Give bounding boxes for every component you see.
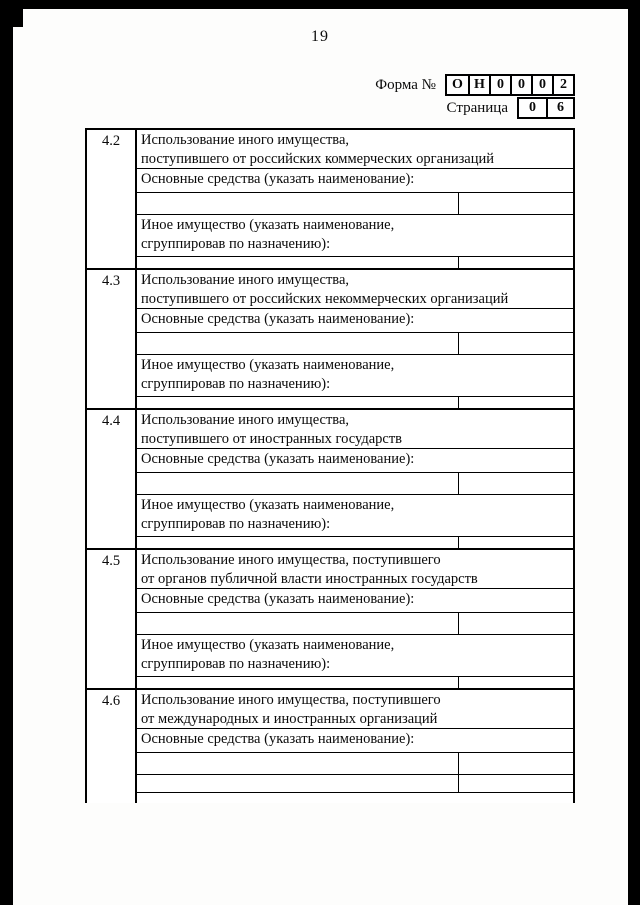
value-cell-left [137, 193, 459, 214]
page-code-cell: 6 [546, 99, 573, 117]
other-property-value-row [137, 537, 573, 548]
page-code-boxes [517, 97, 575, 119]
other-property-value-row [137, 677, 573, 688]
section-title-line: Использование иного имущества, поступившего [141, 692, 441, 708]
section-number: 4.3 [87, 270, 137, 408]
section-content [137, 410, 573, 548]
scan-edge-top [0, 0, 640, 9]
section-number: 4.6 [87, 690, 137, 803]
section-title-line: поступившего от иностранных государств [141, 431, 403, 447]
fixed-assets-label: Основные средства (указать наименование): [137, 449, 573, 473]
fixed-assets-value-row [137, 613, 573, 635]
value-cell-left [137, 257, 459, 268]
fixed-assets-label: Основные средства (указать наименование): [137, 589, 573, 613]
page-number: 19 [311, 28, 329, 45]
value-cell-left [137, 677, 459, 688]
section-title-line: от органов публичной власти иностранных государств [141, 571, 478, 587]
table-section-4-2 [87, 130, 573, 268]
other-property-label [137, 635, 573, 677]
value-cell-right [459, 613, 573, 634]
other-property-label [137, 355, 573, 397]
value-cell-right [459, 397, 573, 408]
section-title-line: поступившего от российских коммерческих организаций [141, 151, 495, 167]
value-cell-left [137, 613, 459, 634]
value-cell-right [459, 257, 573, 268]
form-number-row [375, 74, 575, 96]
form-code-cell: О [452, 77, 463, 92]
section-content [137, 690, 573, 803]
table-section-4-3 [87, 268, 573, 408]
value-cell-right [459, 473, 573, 494]
fixed-assets-value-row [137, 473, 573, 495]
fixed-assets-value-row [137, 333, 573, 355]
form-code-boxes [445, 74, 575, 96]
value-cell-right [459, 753, 573, 774]
scan-edge-right [628, 0, 640, 905]
fixed-assets-value-row [137, 193, 573, 215]
fixed-assets-label: Основные средства (указать наименование): [137, 169, 573, 193]
value-cell-left [137, 333, 459, 354]
report-table [85, 128, 575, 803]
form-code-cell: 0 [531, 76, 552, 94]
section-number: 4.2 [87, 130, 137, 268]
form-code-cell: 0 [489, 76, 510, 94]
value-cell-left [137, 775, 459, 792]
other-property-value-row [137, 257, 573, 268]
page-code-cell: 0 [529, 100, 536, 115]
section-number: 4.4 [87, 410, 137, 548]
value-cell-right [459, 193, 573, 214]
form-number-label: Форма № [375, 76, 436, 93]
fixed-assets-label: Основные средства (указать наименование): [137, 729, 573, 753]
section-title [137, 550, 573, 589]
value-cell-right [459, 677, 573, 688]
table-section-4-5 [87, 548, 573, 688]
section-title [137, 130, 573, 169]
section-title-line: Использование иного имущества, [141, 272, 350, 288]
other-property-line: сгруппировав по назначению): [141, 236, 331, 252]
page-code-row [375, 97, 575, 119]
other-property-line: Иное имущество (указать наименование, [141, 497, 395, 513]
other-property-line: Иное имущество (указать наименование, [141, 357, 395, 373]
value-cell-right [459, 537, 573, 548]
value-cell-left [137, 537, 459, 548]
other-property-value-row [137, 397, 573, 408]
form-code-cell: Н [468, 76, 489, 94]
value-cell-right [459, 333, 573, 354]
fixed-assets-label: Основные средства (указать наименование): [137, 309, 573, 333]
section-title [137, 410, 573, 449]
fixed-assets-value-row [137, 753, 573, 775]
section-title [137, 690, 573, 729]
other-property-line: Иное имущество (указать наименование, [141, 637, 395, 653]
section-content [137, 270, 573, 408]
form-code-header [375, 74, 575, 119]
scan-edge-left [0, 0, 13, 905]
value-cell-left [137, 397, 459, 408]
section-title [137, 270, 573, 309]
value-cell-left [137, 473, 459, 494]
other-property-label [137, 495, 573, 537]
section-title-line: Использование иного имущества, [141, 412, 350, 428]
scan-corner-artifact [0, 0, 23, 27]
other-property-line: Иное имущество (указать наименование, [141, 217, 395, 233]
section-content [137, 130, 573, 268]
section-number: 4.5 [87, 550, 137, 688]
other-property-label [137, 215, 573, 257]
table-section-4-6 [87, 688, 573, 803]
value-cell-left [137, 753, 459, 774]
section-title-line: Использование иного имущества, поступившего [141, 552, 441, 568]
value-row [137, 775, 573, 793]
section-content [137, 550, 573, 688]
form-code-cell: 0 [510, 76, 531, 94]
other-property-line: сгруппировав по назначению): [141, 516, 331, 532]
other-property-line: сгруппировав по назначению): [141, 656, 331, 672]
form-code-cell: 2 [552, 76, 573, 94]
page-code-label: Страница [446, 99, 508, 116]
section-title-line: Использование иного имущества, [141, 132, 350, 148]
other-property-line: сгруппировав по назначению): [141, 376, 331, 392]
truncated-row [137, 793, 573, 803]
value-cell-right [459, 775, 573, 792]
table-section-4-4 [87, 408, 573, 548]
section-title-line: поступившего от российских некоммерческих организаций [141, 291, 509, 307]
section-title-line: от международных и иностранных организаций [141, 711, 438, 727]
